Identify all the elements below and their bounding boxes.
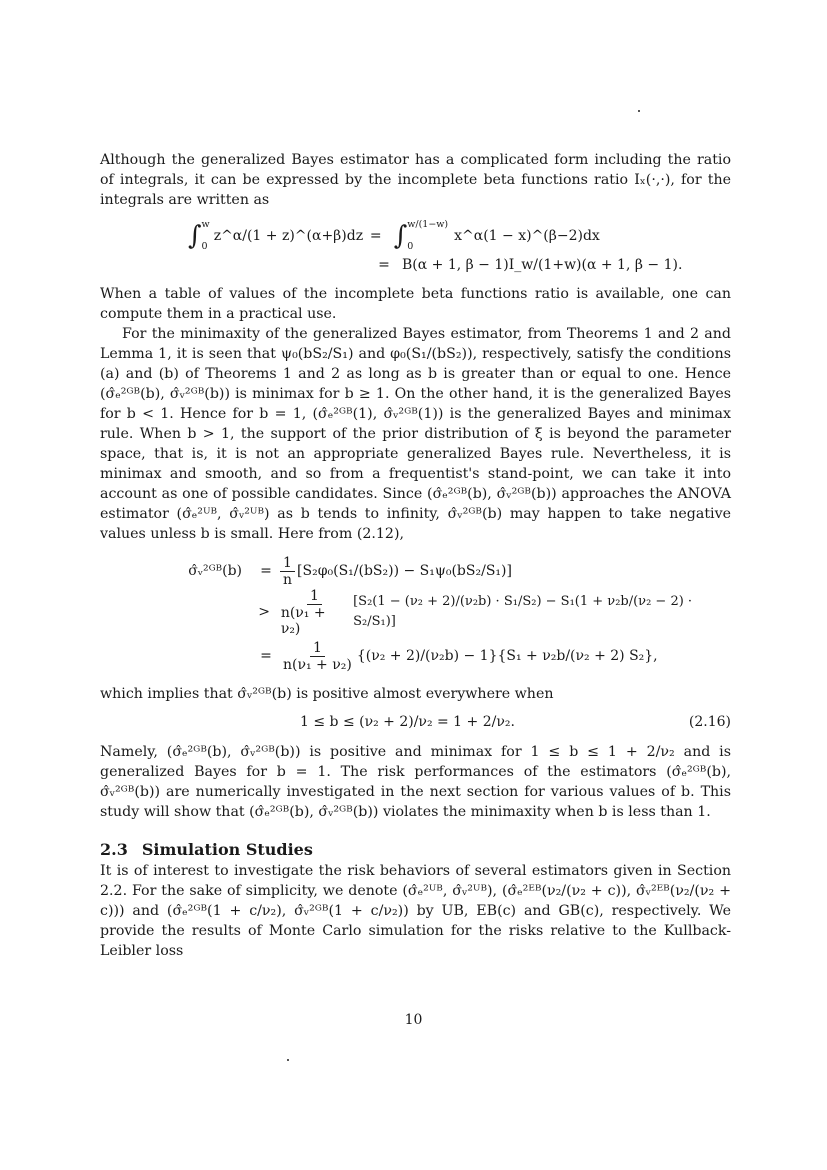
paragraph-namely: Namely, (σ̂ₑ²ᴳᴮ(b), σ̂ᵥ²ᴳᴮ(b)) is positive and minimax for 1 ≤ b ≤ 1 + 2/ν₂ and is generalized Bayes for b = 1. The risk performances of the estimators (σ̂ₑ²ᴳᴮ(b), σ̂ᵥ²ᴳᴮ(b)) are numerically investigated in the next section for various values of b. This study will show that (σ̂ₑ²ᴳᴮ(b), σ̂ᵥ²ᴳᴮ(b)) violates the minimaxity when b is less than 1. — [100, 744, 731, 820]
expression-line-1: [S₂φ₀(S₁/(bS₂)) − S₁ψ₀(bS₂/S₁)] — [297, 563, 512, 579]
scan-speck — [638, 110, 640, 112]
expression-line-3: {(ν₂ + 2)/(ν₂b) − 1}{S₁ + ν₂b/(ν₂ + 2) S₂}, — [356, 648, 658, 664]
equals-sign: = — [260, 563, 272, 579]
equals-sign: = — [260, 648, 272, 664]
expression-line-2: [S₂(1 − (ν₂ + 2)/(ν₂b) · S₁/S₂) − S₁(1 + ν₂b/(ν₂ − 2) · S₂/S₁)] — [353, 594, 693, 629]
section-number: 2.3 — [100, 840, 128, 859]
equation-2-16 — [100, 712, 731, 734]
integral-lower-limit: 0 — [407, 241, 414, 252]
integral-sign: ∫ — [393, 221, 408, 251]
page-number: 10 — [404, 1012, 423, 1028]
paragraph-minimaxity: For the minimaxity of the generalized Bayes estimator, from Theorems 1 and 2 and Lemma 1, it is seen that ψ₀(bS₂/S₁) and φ₀(S₁/(bS₂)), respectively, satisfy the conditions (a) and (b) of Theorems 1 and 2 as long as b is greater than or equal to one. Hence (σ̂ₑ²ᴳᴮ(b), σ̂ᵥ²ᴳᴮ(b)) is minimax for b ≥ 1. On the other hand, it is the generalized Bayes for b < 1. Hence for b = 1, (σ̂ₑ²ᴳᴮ(1), σ̂ᵥ²ᴳᴮ(1)) is the generalized Bayes and minimax rule. When b > 1, the support of the prior distribution of ξ is beyond the parameter space, that is, it is not an appropriate generalized Bayes rule. Nevertheless, it is minimax and smooth, and so from a frequentist's stand-point, we can take it into account as one of possible candidates. Since (σ̂ₑ²ᴳᴮ(b), σ̂ᵥ²ᴳᴮ(b)) approaches the ANOVA estimator (σ̂ₑ²ᵁᴮ, σ̂ᵥ²ᵁᴮ) as b tends to infinity, σ̂ᵥ²ᴳᴮ(b) may happen to take negative values unless b is small. Here from (2.12), — [100, 326, 731, 542]
integral-upper-limit: w/(1−w) — [407, 219, 449, 230]
equation-integrals — [100, 218, 731, 276]
page-content — [100, 150, 731, 961]
section-title: Simulation Studies — [141, 840, 313, 859]
fraction-coefficient: $\frac{1}{\text{n(ν₁ + ν₂)}}$ — [280, 587, 326, 637]
equals-sign: = — [378, 257, 390, 273]
integral-lower-limit: 0 — [201, 241, 208, 252]
inequality-b: 1 ≤ b ≤ (ν₂ + 2)/ν₂ = 1 + 2/ν₂. — [300, 714, 515, 730]
integral-sign: ∫ — [188, 221, 202, 251]
paragraph-table: When a table of values of the incomplete beta functions ratio is available, one can compute them in a practical use. — [100, 286, 731, 322]
paragraph-intro: Although the generalized Bayes estimator has a complicated form including the ratio of integrals, it can be expressed by the incomplete beta functions ratio Iₓ(·,·), for the integrals are written as — [100, 152, 731, 208]
integral-upper-limit: w — [201, 219, 210, 230]
equation-sigma-v — [100, 552, 731, 678]
fraction-coefficient: $\frac{1}{\text{n(ν₁ + ν₂)}}$ — [283, 639, 352, 673]
paragraph-simulation: It is of interest to investigate the risk behaviors of several estimators given in Section 2.2. For the sake of simplicity, we denote (σ̂ₑ²ᵁᴮ, σ̂ᵥ²ᵁᴮ), (σ̂ₑ²ᴱᴮ(ν₂/(ν₂ + c)), σ̂ᵥ²ᴱᴮ(ν₂/(ν₂ + c))) and (σ̂ₑ²ᴳᴮ(1 + c/ν₂), σ̂ᵥ²ᴳᴮ(1 + c/ν₂)) by UB, EB(c) and GB(c), respectively. We provide the results of Monte Carlo simulation for the risks relative to the Kullback-Leibler loss — [100, 863, 731, 959]
scan-speck — [287, 1059, 289, 1061]
equation-number: (2.16) — [688, 714, 731, 730]
sigma-v-gb: σ̂ᵥ²ᴳᴮ(b) — [188, 563, 242, 579]
greater-sign: > — [258, 604, 270, 620]
fraction-coefficient: $\frac{1}{n}$ — [280, 555, 295, 588]
integral-rhs: x^α(1 − x)^(β−2)dx — [454, 228, 600, 244]
integral-lhs: z^α/(1 + z)^(α+β)dz — [213, 228, 364, 244]
section-heading — [100, 840, 731, 859]
equals-sign: = — [369, 228, 382, 244]
paragraph-positive: which implies that σ̂ᵥ²ᴳᴮ(b) is positive almost everywhere when — [100, 686, 554, 702]
beta-expression: B(α + 1, β − 1)I_w/(1+w)(α + 1, β − 1). — [402, 257, 683, 273]
